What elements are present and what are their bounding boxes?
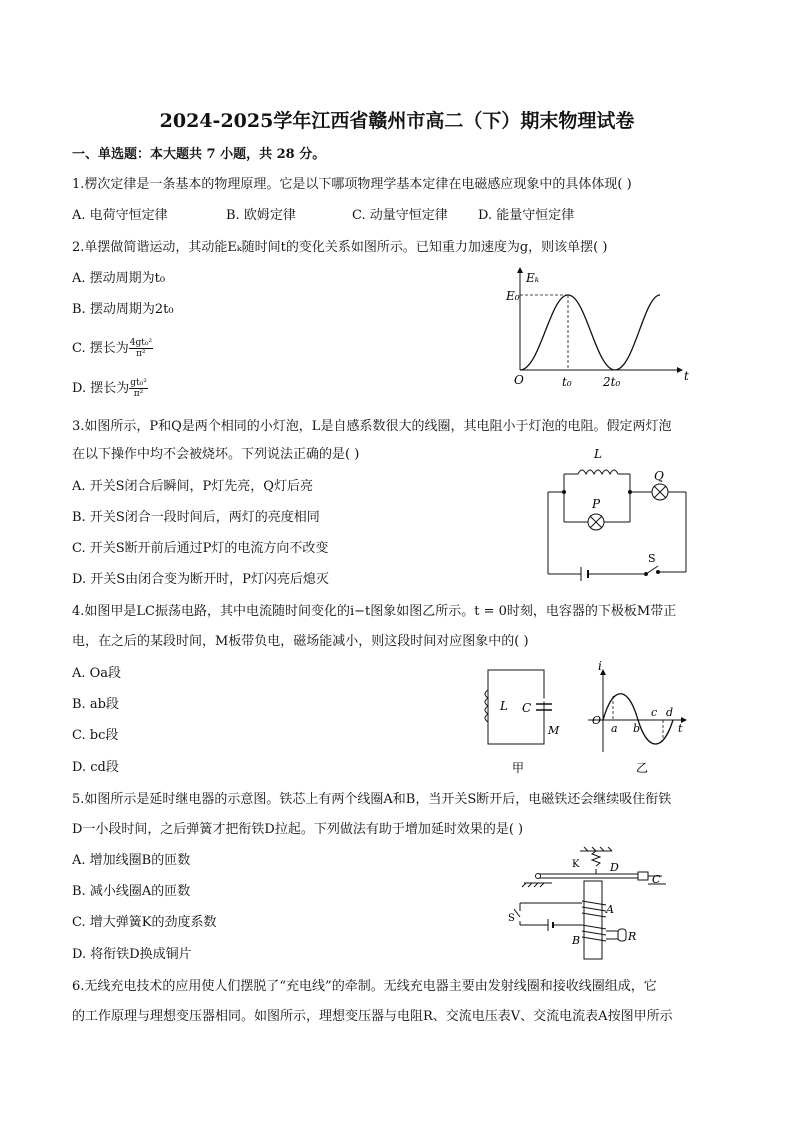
q2-t0-label: t₀ bbox=[562, 375, 572, 389]
q2-t-axis-label: t bbox=[684, 369, 689, 383]
q2-ek-graph bbox=[500, 262, 700, 400]
q2-option-c bbox=[72, 338, 153, 359]
q4-origin-label: O bbox=[592, 714, 602, 727]
q4-point-b: b bbox=[633, 722, 641, 735]
q3-circuit-diagram bbox=[536, 444, 696, 584]
q4-option-c: C. bc段 bbox=[72, 728, 119, 743]
q4-point-a: a bbox=[611, 722, 618, 735]
q3-switch-label: S bbox=[648, 552, 656, 565]
q4-caption-jia: 甲 bbox=[512, 761, 525, 775]
q2-origin-label: O bbox=[514, 373, 524, 387]
q2-d-denominator: π² bbox=[133, 389, 144, 399]
q3-option-a: A. 开关S闭合后瞬间，P灯先亮，Q灯后亮 bbox=[72, 479, 313, 494]
q2-option-b: B. 摆动周期为2t₀ bbox=[72, 302, 174, 317]
q2-option-a: A. 摆动周期为t₀ bbox=[72, 271, 166, 286]
q4-option-a: A. Oa段 bbox=[72, 666, 122, 681]
q1-option-c: C. 动量守恒定律 bbox=[352, 208, 448, 223]
q2-option-c-prefix: C. 摆长为 bbox=[72, 341, 129, 356]
q2-option-d-fraction bbox=[129, 378, 148, 399]
q5-coil-a-label: A bbox=[606, 903, 614, 916]
q5-resistor-r-label: R bbox=[628, 930, 637, 943]
q1-stem: 1.楞次定律是一条基本的物理原理。它是以下哪项物理学基本定律在电磁感应现象中的具体体现( ) bbox=[72, 177, 632, 192]
q5-option-b: B. 减小线圈A的匝数 bbox=[72, 884, 191, 899]
q2-stem: 2.单摆做简谐运动，其动能Eₖ随时间t的变化关系如图所示。已知重力加速度为g，则该单摆( ) bbox=[72, 240, 608, 255]
q3-option-b: B. 开关S闭合一段时间后，两灯的亮度相同 bbox=[72, 510, 320, 525]
q1-option-a: A. 电荷守恒定律 bbox=[72, 208, 168, 223]
q5-stem-line1: 5.如图所示是延时继电器的示意图。铁芯上有两个线圈A和B，当开关S断开后，电磁铁还会继续吸住衔铁 bbox=[72, 792, 672, 807]
q4-stem-line2: 电，在之后的某段时间，M板带负电，磁场能减小，则这段时间对应图象中的( ) bbox=[72, 634, 529, 649]
q3-option-c: C. 开关S断开前后通过P灯的电流方向不改变 bbox=[72, 541, 329, 556]
q4-point-d: d bbox=[666, 706, 674, 719]
q5-armature-d-label: D bbox=[610, 861, 619, 874]
q4-i-axis-label: i bbox=[598, 660, 602, 673]
q3-stem-line2: 在以下操作中均不会被烧坏。下列说法正确的是( ) bbox=[72, 447, 360, 462]
q2-e0-label: E₀ bbox=[506, 289, 520, 303]
q4-caption-yi: 乙 bbox=[636, 761, 649, 775]
q4-plate-m-label: M bbox=[548, 724, 560, 737]
q4-inductor-label: L bbox=[500, 699, 508, 713]
q2-option-d-prefix: D. 摆长为 bbox=[72, 381, 130, 396]
q5-option-d: D. 将衔铁D换成铜片 bbox=[72, 947, 192, 962]
q5-contact-c-label: C bbox=[652, 873, 661, 886]
q4-t-axis-label: t bbox=[678, 722, 683, 735]
q2-c-numerator: 4gt₀² bbox=[129, 338, 153, 348]
q3-lamp-q-label: Q bbox=[654, 469, 664, 483]
q2-d-numerator: gt₀² bbox=[130, 378, 147, 388]
section-heading: 一、单选题：本大题共 7 小题，共 28 分。 bbox=[72, 147, 326, 162]
q4-option-d: D. cd段 bbox=[72, 760, 119, 775]
page-title: 2024-2025学年江西省赣州市高二（下）期末物理试卷 bbox=[159, 110, 635, 132]
q5-switch-s-label: S bbox=[508, 913, 515, 924]
q2-option-c-fraction bbox=[129, 338, 153, 359]
q3-lamp-p-label: P bbox=[592, 497, 601, 511]
q3-coil-label: L bbox=[594, 447, 602, 461]
q4-option-b: B. ab段 bbox=[72, 697, 119, 712]
q3-option-d: D. 开关S由闭合变为断开时，P灯闪亮后熄灭 bbox=[72, 572, 329, 587]
q5-spring-k-label: K bbox=[572, 859, 580, 870]
q2-2t0-label: 2t₀ bbox=[603, 375, 621, 389]
q6-stem-line2: 的工作原理与理想变压器相同。如图所示，理想变压器与电阻R、交流电压表V、交流电流表A按图甲所示 bbox=[72, 1009, 673, 1024]
q3-stem-line1: 3.如图所示，P和Q是两个相同的小灯泡，L是自感系数很大的线圈，其电阻小于灯泡的电阻。假定两灯泡 bbox=[72, 419, 672, 434]
q2-c-denominator: π² bbox=[136, 349, 146, 359]
q4-lc-figure bbox=[478, 660, 708, 780]
q4-point-c: c bbox=[651, 706, 658, 719]
q4-capacitor-label: C bbox=[522, 701, 532, 715]
q4-stem-line1: 4.如图甲是LC振荡电路，其中电流随时间变化的i−t图象如图乙所示。t = 0时刻，电容器的下极板M带正 bbox=[72, 604, 677, 619]
q5-option-c: C. 增大弹簧K的劲度系数 bbox=[72, 915, 217, 930]
q6-stem-line1: 6.无线充电技术的应用使人们摆脱了“充电线”的牵制。无线充电器主要由发射线圈和接收线圈组成，它 bbox=[72, 979, 657, 994]
q2-option-d bbox=[72, 378, 148, 399]
q5-stem-line2: D一小段时间，之后弹簧才把衔铁D拉起。下列做法有助于增加延时效果的是( ) bbox=[72, 822, 524, 837]
q5-coil-b-label: B bbox=[572, 934, 581, 947]
q5-option-a: A. 增加线圈B的匝数 bbox=[72, 853, 191, 868]
q2-ek-label: Eₖ bbox=[526, 271, 540, 285]
q1-option-b: B. 欧姆定律 bbox=[226, 208, 296, 223]
q5-relay-diagram bbox=[500, 845, 670, 963]
q1-option-d: D. 能量守恒定律 bbox=[478, 208, 575, 223]
